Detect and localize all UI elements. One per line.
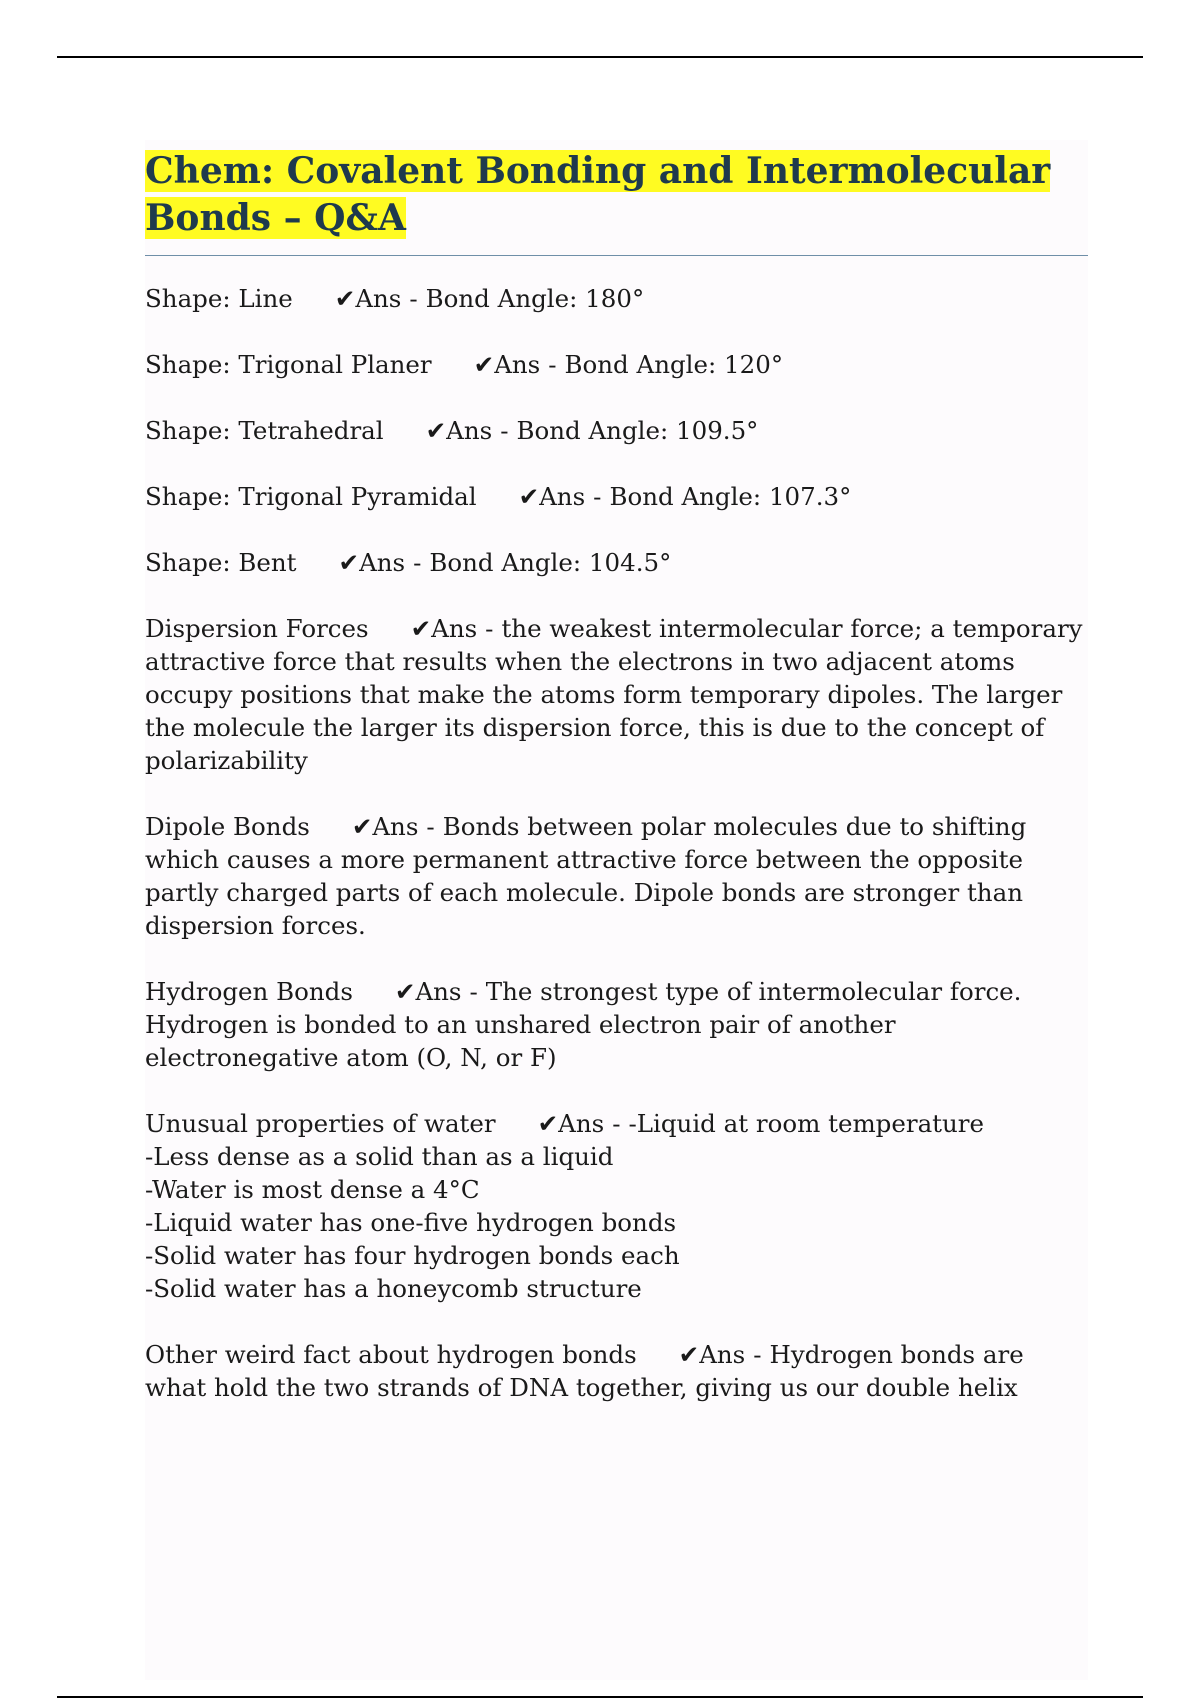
- checkmark-icon: ✔: [473, 350, 495, 379]
- answer-separator: -: [548, 350, 557, 379]
- answer-text: Bonds between polar molecules due to shifting which causes a more permanent attractive force between the opposite partly charged parts of each molecule. Dipole bonds are stronger than dispersion forces.: [145, 812, 1027, 940]
- answer-label: Ans: [699, 1340, 746, 1369]
- answer-label: Ans: [446, 416, 493, 445]
- question-text: Shape: Line: [145, 284, 293, 313]
- answer-separator: -: [413, 548, 422, 577]
- qa-item: [145, 546, 1088, 579]
- qa-item: [145, 975, 1088, 1074]
- answer-text: Bond Angle: 180°: [425, 284, 645, 313]
- checkmark-icon: ✔: [338, 548, 360, 577]
- qa-item: [145, 480, 1088, 513]
- page-bottom-rule: [57, 1696, 1143, 1698]
- checkmark-icon: ✔: [394, 977, 416, 1006]
- checkmark-icon: ✔: [334, 284, 356, 313]
- question-text: Shape: Bent: [145, 548, 297, 577]
- question-text: Shape: Tetrahedral: [145, 416, 384, 445]
- qa-item: [145, 348, 1088, 381]
- question-text: Shape: Trigonal Pyramidal: [145, 482, 477, 511]
- answer-label: Ans: [359, 548, 406, 577]
- answer-text: Bond Angle: 109.5°: [516, 416, 759, 445]
- answer-label: Ans: [431, 614, 478, 643]
- qa-item: [145, 810, 1088, 942]
- question-text: Hydrogen Bonds: [145, 977, 353, 1006]
- qa-item: [145, 414, 1088, 447]
- document-body: [145, 140, 1088, 1680]
- answer-label: Ans: [415, 977, 462, 1006]
- question-text: Other weird fact about hydrogen bonds: [145, 1340, 637, 1369]
- answer-label: Ans: [372, 812, 419, 841]
- answer-label: Ans: [355, 284, 402, 313]
- checkmark-icon: ✔: [678, 1340, 700, 1369]
- title-line-2: Bonds – Q&A: [145, 197, 406, 239]
- checkmark-icon: ✔: [518, 482, 540, 511]
- question-text: Shape: Trigonal Planer: [145, 350, 432, 379]
- checkmark-icon: ✔: [537, 1109, 559, 1138]
- qa-item: [145, 612, 1088, 777]
- answer-text: -Liquid at room temperature -Less dense as a solid than as a liquid -Water is most dense a 4°C -Liquid water has one-five hydrogen bonds -Solid water has four hydrogen bonds each -Solid water has a honeycomb structure: [145, 1109, 985, 1303]
- answer-text: Bond Angle: 120°: [564, 350, 784, 379]
- answer-label: Ans: [494, 350, 541, 379]
- page-top-rule: [57, 56, 1143, 58]
- answer-label: Ans: [558, 1109, 605, 1138]
- answer-separator: -: [426, 812, 435, 841]
- answer-separator: -: [612, 1109, 621, 1138]
- answer-separator: -: [500, 416, 509, 445]
- qa-item: [145, 1338, 1088, 1404]
- question-text: Dipole Bonds: [145, 812, 310, 841]
- answer-separator: -: [593, 482, 602, 511]
- qa-list: [145, 282, 1088, 1404]
- title-underline: [145, 255, 1088, 256]
- qa-item: [145, 282, 1088, 315]
- answer-separator: -: [409, 284, 418, 313]
- answer-text: Hydrogen bonds are what hold the two strands of DNA together, giving us our double helix: [145, 1340, 1024, 1402]
- question-text: Unusual properties of water: [145, 1109, 496, 1138]
- checkmark-icon: ✔: [425, 416, 447, 445]
- answer-text: the weakest intermolecular force; a temporary attractive force that results when the electrons in two adjacent atoms occupy positions that make the atoms form temporary dipoles. The larger the molecule the larger its dispersion force, this is due to the concept of polarizability: [145, 614, 1083, 775]
- checkmark-icon: ✔: [351, 812, 373, 841]
- qa-item: [145, 1107, 1088, 1305]
- document-title: [145, 148, 1088, 242]
- checkmark-icon: ✔: [410, 614, 432, 643]
- answer-separator: -: [469, 977, 478, 1006]
- answer-separator: -: [753, 1340, 762, 1369]
- answer-text: Bond Angle: 107.3°: [609, 482, 852, 511]
- answer-text: Bond Angle: 104.5°: [429, 548, 672, 577]
- title-line-1: Chem: Covalent Bonding and Intermolecular: [145, 150, 1051, 192]
- answer-text: The strongest type of intermolecular force. Hydrogen is bonded to an unshared electron pair of another electronegative atom (O, N, or F): [145, 977, 1022, 1072]
- answer-separator: -: [485, 614, 494, 643]
- answer-label: Ans: [539, 482, 586, 511]
- question-text: Dispersion Forces: [145, 614, 369, 643]
